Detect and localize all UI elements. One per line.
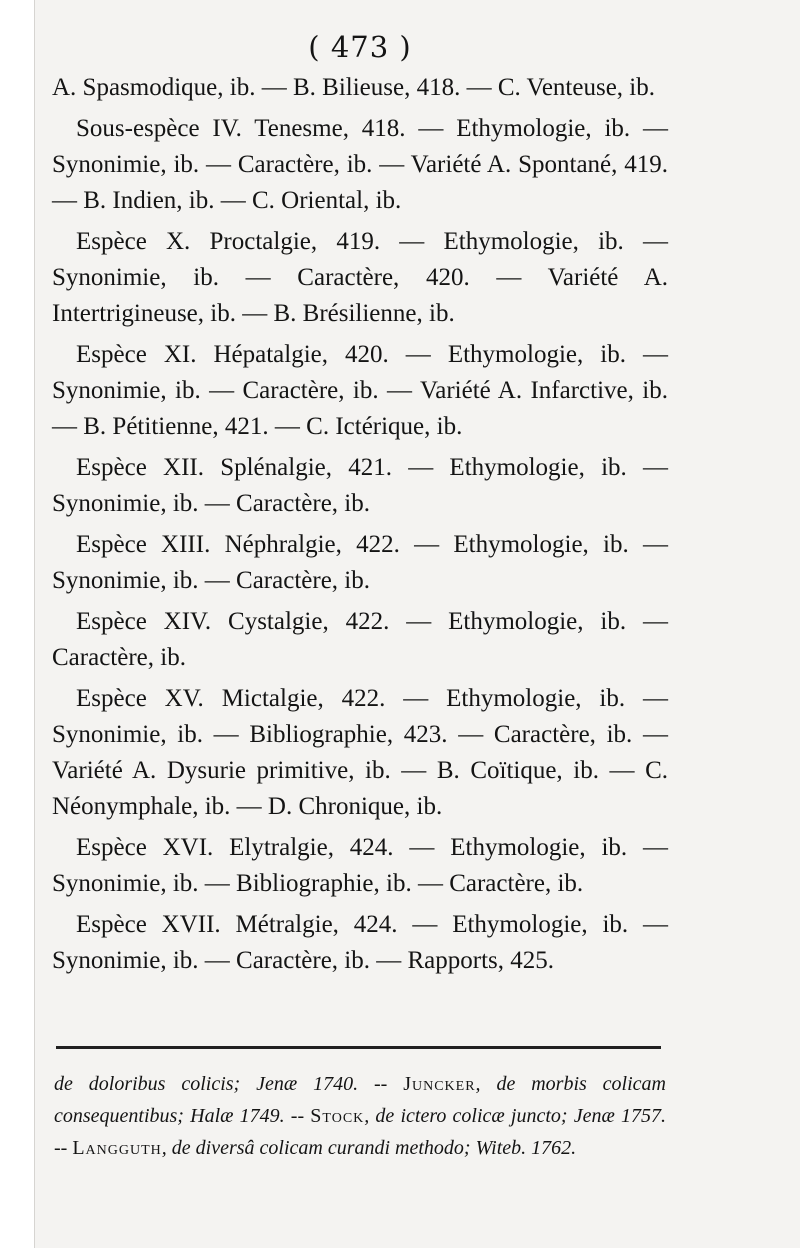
index-entry xyxy=(52,111,668,219)
index-entry xyxy=(52,907,668,979)
index-entry xyxy=(52,450,668,522)
entry-text: Espèce XIV. Cystalgie, 422. — Ethymologie, ib. — Caractère, ib. xyxy=(52,608,668,671)
author-name: Langguth xyxy=(72,1137,162,1159)
entry-text: Espèce XI. Hépatalgie, 420. — Ethymologie, ib. — Synonimie, ib. — Caractère, ib. — Variété A. Infarctive, ib. — B. Pétitienne, 421. — C. Ictérique, ib. xyxy=(52,341,668,440)
page-left-margin xyxy=(0,0,35,1248)
footnote-text: , de morbis colicam consequentibus; Halæ 1749. -- xyxy=(54,1073,666,1127)
index-text xyxy=(52,70,668,984)
footnote-divider xyxy=(56,1046,661,1049)
index-entry xyxy=(52,224,668,332)
entry-text: Espèce XIII. Néphralgie, 422. — Ethymologie, ib. — Synonimie, ib. — Caractère, ib. xyxy=(52,531,668,594)
footnote-text: , de diversâ colicam curandi methodo; Witeb. 1762. xyxy=(161,1137,577,1159)
entry-text: Sous-espèce IV. Tenesme, 418. — Ethymologie, ib. — Synonimie, ib. — Caractère, ib. — Variété A. Spontané, 419. — B. Indien, ib. — C. Oriental, ib. xyxy=(52,115,668,214)
index-entry xyxy=(52,527,668,599)
index-entry xyxy=(52,70,668,106)
entry-text: Espèce XV. Mictalgie, 422. — Ethymologie, ib. — Synonimie, ib. — Bibliographie, 423. — Caractère, ib. — Variété A. Dysurie primitive, ib. — B. Coïtique, ib. — C. Néonymphale, ib. — D. Chronique, ib. xyxy=(52,685,668,820)
footnote xyxy=(54,1068,666,1164)
author-name: Juncker xyxy=(403,1073,476,1095)
author-name: Stock xyxy=(310,1105,365,1127)
entry-text: Espèce X. Proctalgie, 419. — Ethymologie, ib. — Synonimie, ib. — Caractère, 420. — Variété A. Intertrigineuse, ib. — B. Brésilienne, ib. xyxy=(52,228,668,327)
entry-text: Espèce XII. Splénalgie, 421. — Ethymologie, ib. — Synonimie, ib. — Caractère, ib. xyxy=(52,454,668,517)
index-entry xyxy=(52,337,668,445)
footnote-text: de doloribus colicis; Jenæ 1740. -- xyxy=(54,1073,404,1095)
index-entry xyxy=(52,681,668,825)
entry-text: A. Spasmodique, ib. — B. Bilieuse, 418. — C. Venteuse, ib. xyxy=(52,74,655,101)
entry-text: Espèce XVI. Elytralgie, 424. — Ethymologie, ib. — Synonimie, ib. — Bibliographie, ib. — Caractère, ib. xyxy=(52,834,668,897)
index-entry xyxy=(52,604,668,676)
entry-text: Espèce XVII. Métralgie, 424. — Ethymologie, ib. — Synonimie, ib. — Caractère, ib. — Rapports, 425. xyxy=(52,911,668,974)
footnote-text: , de ictero colicæ juncto; Jenæ 1757. -- xyxy=(54,1105,666,1159)
page-number: ( 473 ) xyxy=(308,30,412,64)
index-entry xyxy=(52,830,668,902)
